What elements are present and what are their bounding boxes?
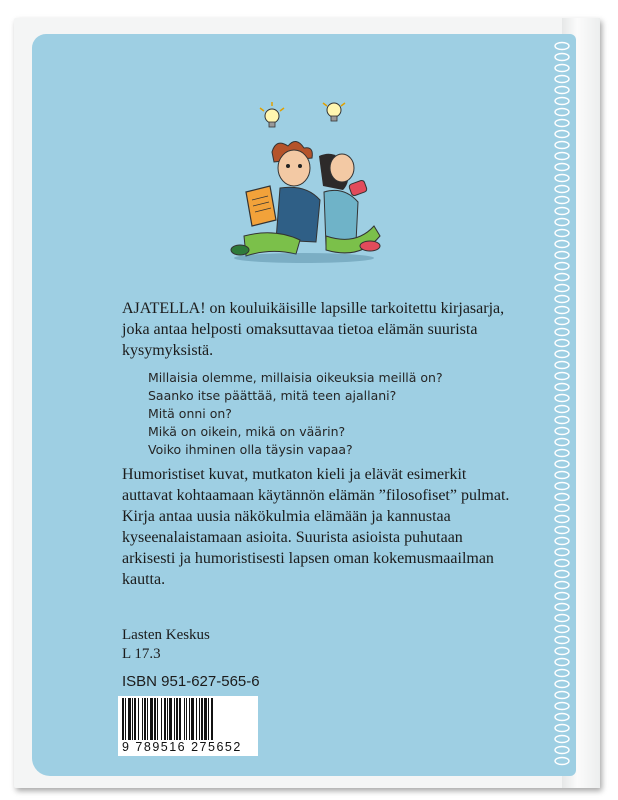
library-classification: L 17.3 xyxy=(122,646,161,662)
children-reading-illustration xyxy=(224,96,384,266)
barcode-digits: 9 789516 275652 xyxy=(122,740,242,754)
lightbulb-icon xyxy=(260,102,284,127)
boy-figure xyxy=(231,141,320,256)
question-item: Mitä onni on? xyxy=(148,406,232,421)
book-description-paragraph: Humoristiset kuvat, mutkaton kieli ja elävät esimerkit auttavat kohtaamaan käytännön elämän ”filosofiset” pulmat. Kirja antaa uusia näkökulmia elämään ja kannustaa kyseenalaistamaan asioita. Suurista asioista puhutaan arkisesti ja humoristisesti lapsen oman kokemusmaailman kautta. xyxy=(122,466,510,588)
question-item: Millaisia olemme, millaisia oikeuksia meillä on? xyxy=(148,370,443,385)
spiral-rings xyxy=(548,40,576,770)
question-item: Mikä on oikein, mikä on väärin? xyxy=(148,424,346,439)
lightbulb-icon xyxy=(323,103,345,121)
girl-figure xyxy=(319,154,380,253)
question-item: Voiko ihminen olla täysin vapaa? xyxy=(148,442,353,457)
publisher-block xyxy=(122,626,322,664)
publisher-name: Lasten Keskus xyxy=(122,627,210,643)
question-list xyxy=(148,369,488,459)
isbn-label: ISBN 951-627-565-6 xyxy=(122,673,260,690)
question-item: Saanko itse päättää, mitä teen ajallani? xyxy=(148,388,397,403)
barcode-icon xyxy=(120,698,256,742)
series-intro-paragraph: AJATELLA! on kouluikäisille lapsille tarkoitettu kirjasarja, joka antaa helposti omaksuttavaa tietoa elämän suurista kysymyksistä. xyxy=(122,300,505,359)
